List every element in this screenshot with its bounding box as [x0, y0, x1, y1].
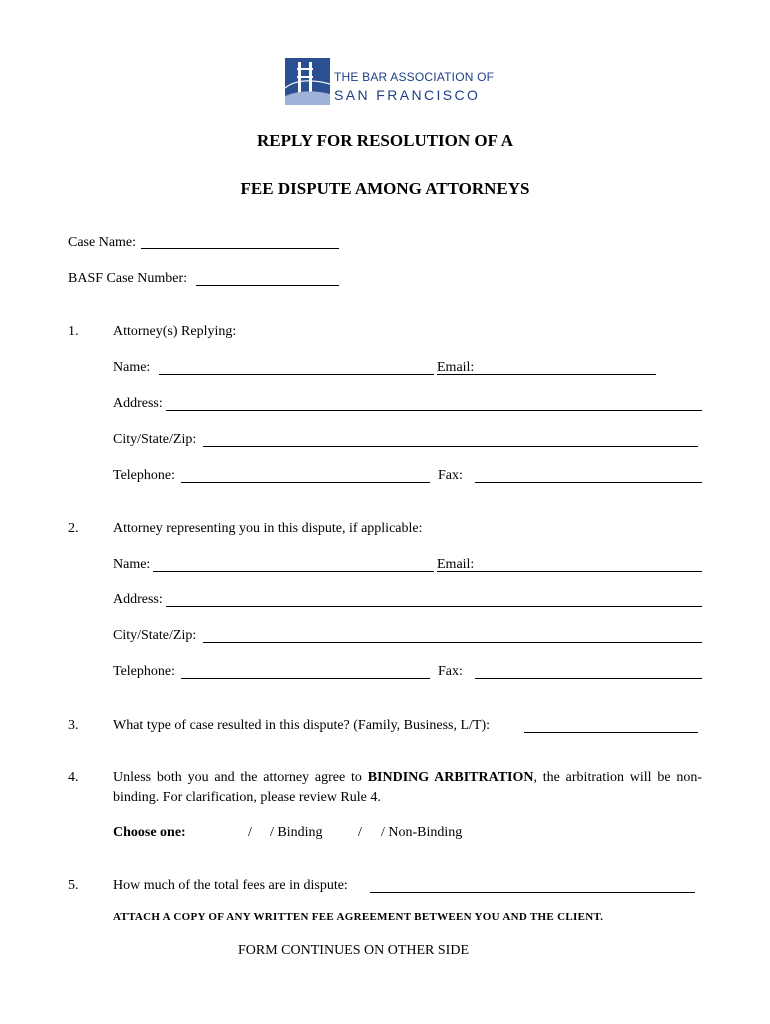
binding-option-label[interactable]: / Binding [270, 825, 323, 840]
s2-telephone-label: Telephone: [113, 664, 175, 679]
case-type-field[interactable] [524, 732, 698, 733]
s1-telephone-field[interactable] [181, 482, 430, 483]
case-name-label: Case Name: [68, 235, 137, 250]
binding-option-slash[interactable]: / [248, 825, 252, 840]
non-binding-option-slash[interactable]: / [358, 825, 362, 840]
case-number-label: BASF Case Number: [68, 271, 187, 286]
s1-name-label: Name: [113, 360, 151, 375]
form-title-line2: FEE DISPUTE AMONG ATTORNEYS [240, 179, 530, 198]
section-4-number: 4. [68, 770, 79, 785]
s2-telephone-field[interactable] [181, 678, 430, 679]
section-5-text: How much of the total fees are in dispute: [113, 878, 348, 893]
section-3-number: 3. [68, 718, 79, 733]
s1-fax-field[interactable] [475, 482, 702, 483]
s2-city-label: City/State/Zip: [113, 628, 197, 643]
s2-fax-label: Fax: [438, 664, 463, 679]
section-3-text: What type of case resulted in this dispute? (Family, Business, L/T): [113, 718, 491, 733]
fees-in-dispute-field[interactable] [370, 892, 695, 893]
binding-arbitration-text: BINDING ARBITRATION [367, 770, 534, 785]
section-5-number: 5. [68, 878, 79, 893]
attach-agreement-note: ATTACH A COPY OF ANY WRITTEN FEE AGREEMENT BETWEEN YOU AND THE CLIENT. [113, 911, 604, 923]
s1-name-field[interactable] [159, 374, 434, 375]
section-4-text-before: Unless both you and the attorney agree to [113, 770, 362, 785]
s1-city-label: City/State/Zip: [113, 432, 197, 447]
logo-text-line2: SAN FRANCISCO [334, 87, 481, 103]
section-1-heading: Attorney(s) Replying: [113, 324, 237, 339]
section-1-number: 1. [68, 324, 79, 339]
section-4-text-after: , the arbitration will be non-binding. For clarification, please review Rule 4. [113, 770, 703, 805]
case-name-field[interactable] [141, 248, 339, 249]
form-continues-note: FORM CONTINUES ON OTHER SIDE [238, 943, 470, 958]
s2-email-label: Email: [437, 557, 475, 572]
form-title-line1: REPLY FOR RESOLUTION OF A [257, 131, 513, 150]
s2-fax-field[interactable] [475, 678, 702, 679]
s2-city-field[interactable] [203, 642, 702, 643]
s2-address-field[interactable] [166, 606, 702, 607]
case-number-field[interactable] [196, 285, 339, 286]
non-binding-option-label[interactable]: / Non-Binding [381, 825, 463, 840]
section-2-heading: Attorney representing you in this dispute, if applicable: [113, 521, 423, 536]
s1-city-field[interactable] [203, 446, 698, 447]
s2-email-field[interactable] [437, 571, 702, 572]
section-2-number: 2. [68, 521, 79, 536]
s2-name-label: Name: [113, 557, 151, 572]
bar-association-logo-icon [285, 58, 330, 105]
section-4-text [113, 768, 702, 808]
s1-telephone-label: Telephone: [113, 468, 175, 483]
s1-email-field[interactable] [437, 374, 656, 375]
choose-one-label: Choose one: [113, 825, 186, 840]
s1-address-label: Address: [113, 396, 163, 411]
s1-address-field[interactable] [166, 410, 702, 411]
logo-text-line1: THE BAR ASSOCIATION OF [334, 70, 495, 84]
s1-fax-label: Fax: [438, 468, 463, 483]
s2-address-label: Address: [113, 592, 163, 607]
s1-email-label: Email: [437, 360, 475, 375]
s2-name-field[interactable] [153, 571, 434, 572]
